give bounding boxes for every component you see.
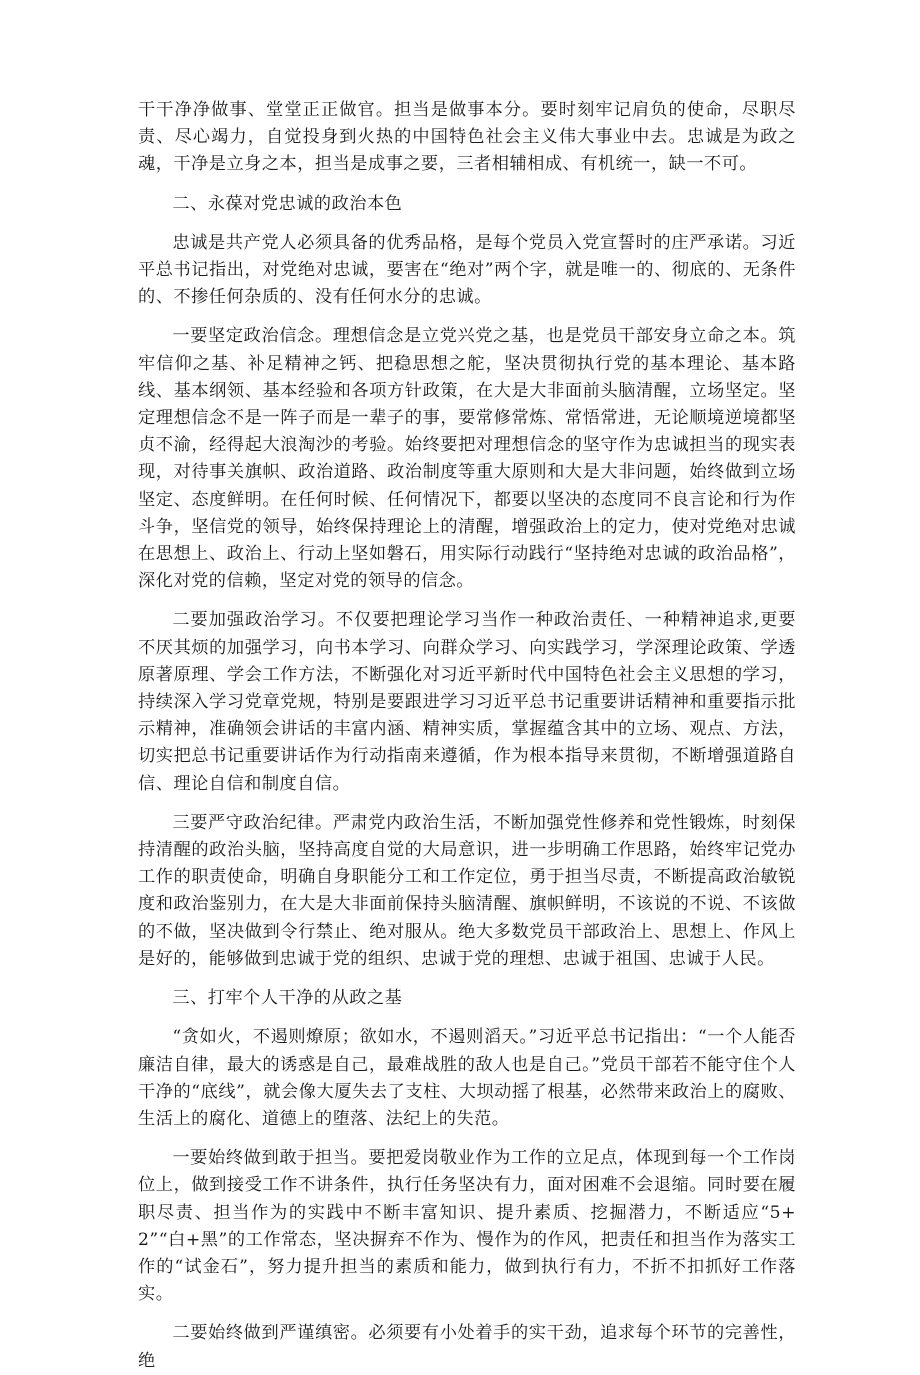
section-2-lead-paragraph: 忠诚是共产党人必须具备的优秀品格，是每个党员入党宣誓时的庄严承诺。习近平总书记指出，对党绝对忠诚，要害在“绝对”两个字，就是唯一的、彻底的、无条件的、不掺任何杂质的、没有任何水分的忠诚。: [138, 232, 796, 308]
section-3-heading: 三、打牢个人干净的从政之基: [172, 988, 403, 1009]
section-2-point-3-paragraph: 三要严守政治纪律。严肃党内政治生活，不断加强党性修养和党性锻炼，时刻保持清醒的政治头脑，坚持高度自觉的大局意识，进一步明确工作思路，始终牢记党办工作的职责使命，明确自身职能分工和工作定位，勇于担当尽责，不断提高政治敏锐度和政治鉴别力，在大是大非面前保持头脑清醒、旗帜鲜明，不该说的不说、不该做的不做，坚决做到令行禁止、绝对服从。绝大多数党员干部政治上、思想上、作风上是好的，能够做到忠诚于党的组织、忠诚于党的理想、忠诚于祖国、忠诚于人民。: [138, 812, 796, 969]
section-3-lead-paragraph: “贪如火，不遏则燎原；欲如水，不遏则滔天。”习近平总书记指出：“一个人能否廉洁自律，最大的诱惑是自己，最难战胜的敌人也是自己。”党员干部若不能守住个人干净的“底线”，就会像大厦失去了支柱、大坝动摇了根基，必然带来政治上的腐败、生活上的腐化、道德上的堕落、法纪上的失范。: [138, 1027, 796, 1129]
section-3-point-1-paragraph: 一要始终做到敢于担当。要把爱岗敬业作为工作的立足点，体现到每一个工作岗位上，做到接受工作不讲条件，执行任务坚决有力，面对困难不会退缩。同时要在履职尽责、担当作为的实践中不断丰富知识、提升素质、挖掘潜力，不断适应“5+2”“白+黑”的工作常态，坚决摒弃不作为、慢作为的作风，把责任和担当作为落实工作的“试金石”，努力提升担当的素质和能力，做到执行有力，不折不扣抓好工作落实。: [138, 1148, 796, 1305]
section-2-point-2-paragraph: 二要加强政治学习。不仅要把理论学习当作一种政治责任、一种精神追求,更要不厌其烦的加强学习，向书本学习、向群众学习、向实践学习，学深理论政策、学透原著原理、学会工作方法，不断强化对习近平新时代中国特色社会主义思想的学习，持续深入学习党章党规，特别是要跟进学习习近平总书记重要讲话精神和重要指示批示精神，准确领会讲话的丰富内涵、精神实质，掌握蕴含其中的立场、观点、方法，切实把总书记重要讲话作为行动指南来遵循，作为根本指导来贯彻，不断增强道路自信、理论自信和制度自信。: [138, 610, 796, 794]
section-2-heading: 二、永葆对党忠诚的政治本色: [172, 193, 403, 214]
document-page: [138, 97, 796, 1375]
section-2-point-1-paragraph: 一要坚定政治信念。理想信念是立党兴党之基，也是党员干部安身立命之本。筑牢信仰之基、补足精神之钙、把稳思想之舵，坚决贯彻执行党的基本理论、基本路线、基本纲领、基本经验和各项方针政策，在大是大非面前头脑清醒，立场坚定。坚定理想信念不是一阵子而是一辈子的事，要常修常炼、常悟常进，无论顺境逆境都坚贞不渝，经得起大浪淘沙的考验。始终要把对理想信念的坚守作为忠诚担当的现实表现，对待事关旗帜、政治道路、政治制度等重大原则和大是大非问题，始终做到立场坚定、态度鲜明。在任何时候、任何情况下，都要以坚决的态度同不良言论和行为作斗争，坚信党的领导，始终保持理论上的清醒，增强政治上的定力，使对党绝对忠诚在思想上、政治上、行动上坚如磐石，用实际行动践行“坚持绝对忠诚的政治品格”，深化对党的信赖，坚定对党的领导的信念。: [138, 326, 796, 592]
section-3-point-2-paragraph: 二要始终做到严谨缜密。必须要有小处着手的实干劲，追求每个环节的完善性，绝: [138, 1323, 796, 1371]
intro-paragraph: 干干净净做事、堂堂正正做官。担当是做事本分。要时刻牢记肩负的使命，尽职尽责、尽心竭力，自觉投身到火热的中国特色社会主义伟大事业中去。忠诚是为政之魂，干净是立身之本，担当是成事之要，三者相辅相成、有机统一，缺一不可。: [138, 100, 796, 175]
